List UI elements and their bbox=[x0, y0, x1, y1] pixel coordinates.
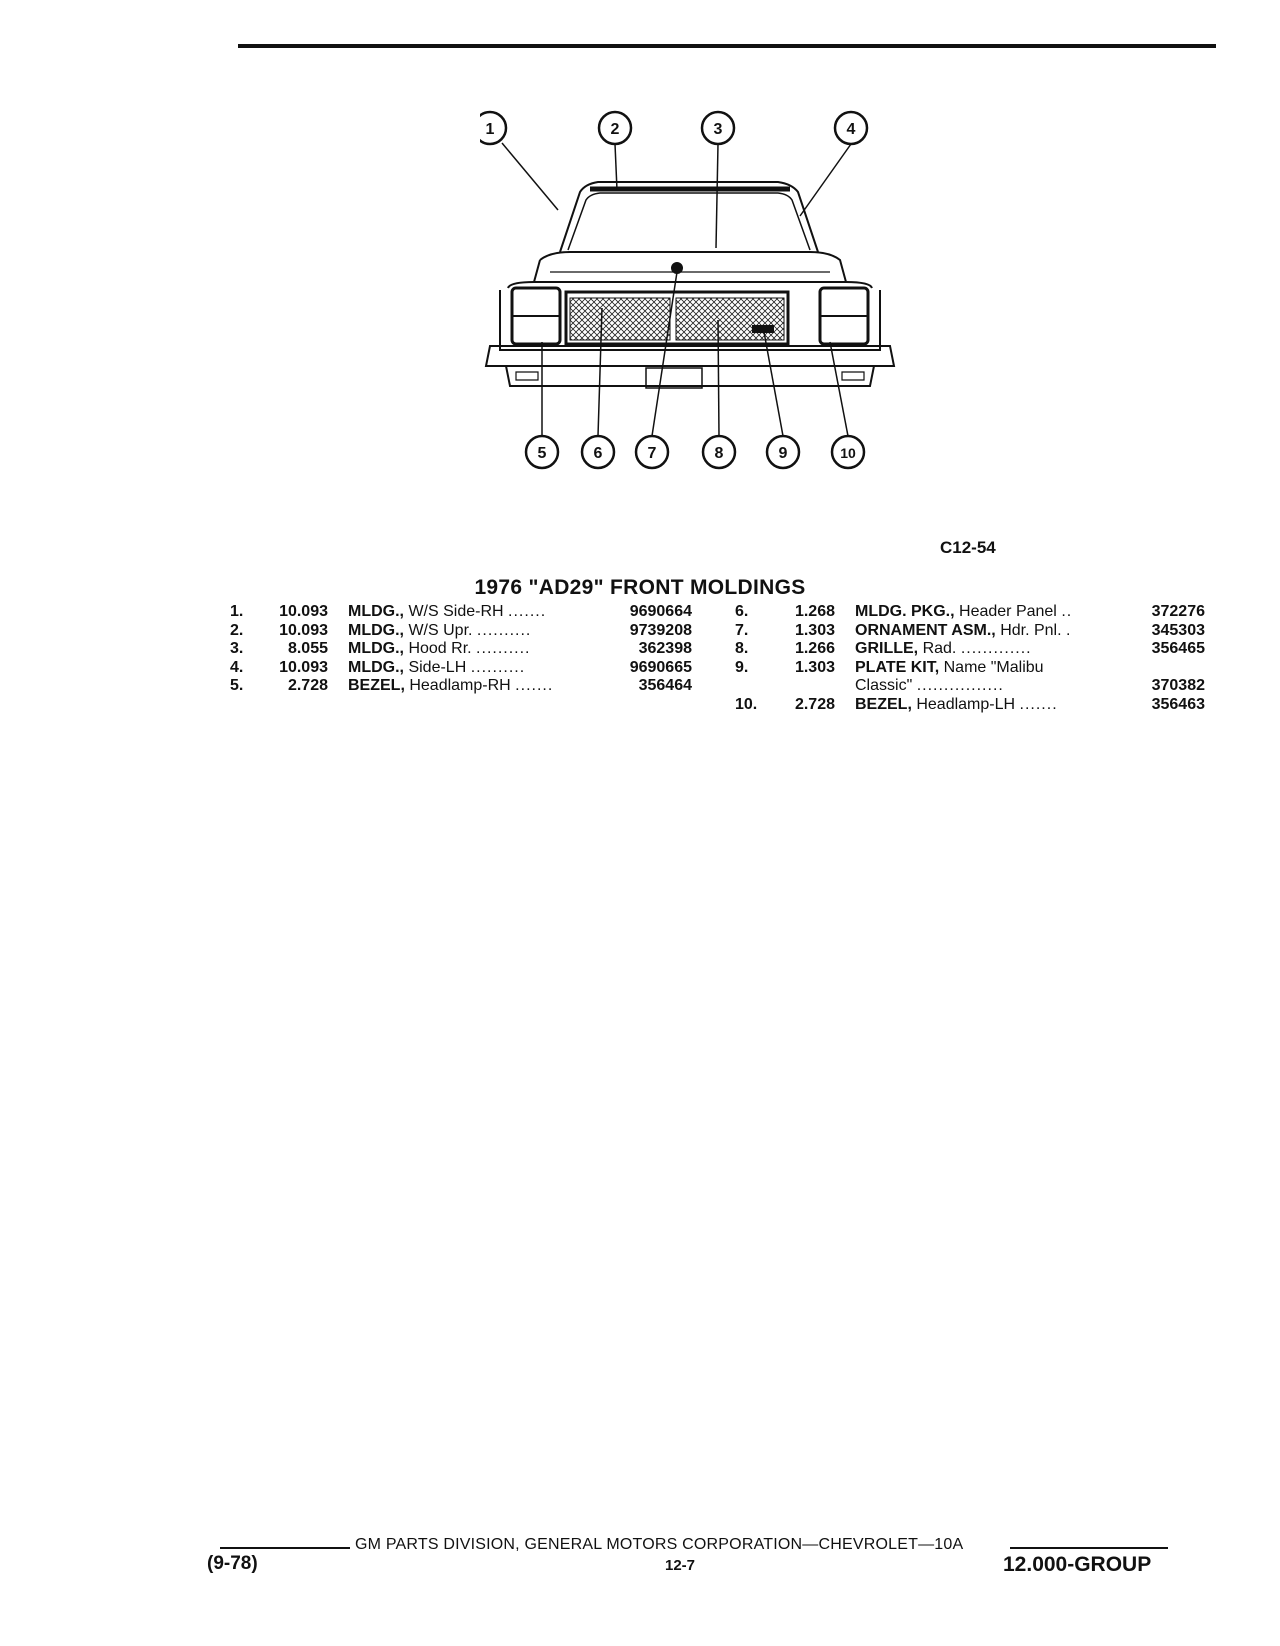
callout-label-2: 2 bbox=[610, 121, 620, 138]
section-title: 1976 "AD29" FRONT MOLDINGS bbox=[474, 576, 806, 599]
item-detail: Hdr. Pnl. bbox=[1000, 621, 1062, 639]
item-number: 10. bbox=[735, 695, 758, 713]
item-number: 8. bbox=[735, 640, 749, 657]
item-detail: Name "Malibu bbox=[943, 658, 1044, 676]
item-code: 10.093 bbox=[279, 621, 328, 639]
item-code: 10.093 bbox=[279, 658, 328, 676]
leader-dots: ....... bbox=[1019, 695, 1058, 713]
item-name: MLDG., bbox=[348, 603, 404, 620]
item-name: MLDG., bbox=[348, 658, 404, 676]
callout-label-3: 3 bbox=[713, 121, 723, 138]
item-description bbox=[348, 640, 614, 659]
top-rule bbox=[238, 44, 1216, 48]
parts-list-right bbox=[735, 603, 1205, 714]
item-number: 3. bbox=[230, 640, 244, 657]
item-name: MLDG., bbox=[348, 640, 404, 657]
item-code: 8.055 bbox=[287, 640, 328, 657]
list-item bbox=[230, 640, 692, 659]
item-name: GRILLE, bbox=[855, 640, 919, 657]
item-code: 2.728 bbox=[287, 677, 328, 694]
part-number: 9739208 bbox=[629, 621, 692, 639]
item-code: 1.303 bbox=[794, 621, 835, 639]
leader-dots: ............. bbox=[960, 640, 1032, 657]
callout-label-9: 9 bbox=[778, 445, 788, 462]
part-number: 345303 bbox=[1151, 621, 1205, 639]
footer-publisher: GM PARTS DIVISION, GENERAL MOTORS CORPORATION—CHEVROLET—10A bbox=[355, 1536, 964, 1553]
part-number: 356465 bbox=[1151, 640, 1205, 657]
item-name: MLDG. PKG., bbox=[855, 603, 955, 620]
part-number: 370382 bbox=[1151, 677, 1205, 694]
item-detail: Hood Rr. bbox=[408, 640, 472, 657]
item-number: 7. bbox=[735, 621, 749, 639]
part-number: 372276 bbox=[1151, 603, 1205, 620]
item-detail: W/S Side-RH bbox=[408, 603, 504, 620]
list-item bbox=[230, 603, 692, 622]
item-number: 9. bbox=[735, 658, 749, 676]
item-name: BEZEL, bbox=[348, 677, 405, 694]
front-moldings-diagram bbox=[480, 110, 940, 500]
figure-code: C12-54 bbox=[940, 538, 996, 557]
page-number: 12-7 bbox=[665, 1557, 696, 1574]
footer-date: (9-78) bbox=[207, 1553, 258, 1574]
item-name: ORNAMENT ASM., bbox=[855, 621, 996, 639]
leader-dots: .......... bbox=[470, 658, 526, 676]
item-detail: Headlamp-LH bbox=[916, 695, 1016, 713]
list-item bbox=[735, 603, 1205, 622]
item-description bbox=[348, 603, 614, 622]
item-code: 1.268 bbox=[794, 603, 835, 620]
part-number: 362398 bbox=[638, 640, 692, 657]
list-item bbox=[735, 659, 1205, 678]
list-item bbox=[230, 677, 692, 696]
item-detail: W/S Upr. bbox=[408, 621, 473, 639]
item-description bbox=[348, 659, 614, 678]
leader-dots: ....... bbox=[515, 677, 554, 694]
item-detail: Classic" bbox=[855, 677, 913, 694]
item-name: PLATE KIT, bbox=[855, 658, 940, 676]
part-number: 356463 bbox=[1151, 695, 1205, 713]
item-description bbox=[855, 622, 1127, 641]
item-description bbox=[855, 603, 1127, 622]
part-number: 9690664 bbox=[629, 603, 692, 620]
callout-label-6: 6 bbox=[593, 445, 603, 462]
item-code: 2.728 bbox=[794, 695, 835, 713]
leader-dots: .. bbox=[1061, 603, 1073, 620]
list-item bbox=[735, 640, 1205, 659]
callout-label-10: 10 bbox=[840, 445, 856, 461]
item-description bbox=[855, 696, 1127, 715]
item-detail: Headlamp-RH bbox=[409, 677, 511, 694]
item-description bbox=[855, 659, 1127, 678]
item-description bbox=[855, 677, 1127, 696]
list-item bbox=[735, 696, 1205, 715]
leader-dots: .......... bbox=[476, 640, 531, 657]
list-item bbox=[230, 659, 692, 678]
part-number: 9690665 bbox=[629, 658, 692, 676]
item-detail: Header Panel bbox=[959, 603, 1057, 620]
parts-list-left bbox=[230, 603, 692, 696]
callout-label-4: 4 bbox=[846, 121, 856, 138]
list-item bbox=[735, 622, 1205, 641]
item-number: 2. bbox=[230, 621, 244, 639]
item-code: 1.303 bbox=[794, 658, 835, 676]
item-description bbox=[855, 640, 1127, 659]
leader-dots: . bbox=[1066, 621, 1072, 639]
item-detail: Rad. bbox=[922, 640, 957, 657]
part-number: 356464 bbox=[638, 677, 692, 694]
leader-dots: ....... bbox=[508, 603, 547, 620]
footer-rule-left bbox=[220, 1547, 350, 1549]
item-code: 10.093 bbox=[279, 603, 328, 620]
list-item bbox=[230, 622, 692, 641]
callout-label-5: 5 bbox=[537, 445, 547, 462]
item-number: 4. bbox=[230, 658, 244, 676]
item-name: MLDG., bbox=[348, 621, 404, 639]
footer-group: 12.000-GROUP bbox=[1003, 1553, 1152, 1576]
callout-label-8: 8 bbox=[714, 445, 724, 462]
item-description bbox=[348, 677, 614, 696]
item-name: BEZEL, bbox=[855, 695, 912, 713]
item-description bbox=[348, 622, 614, 641]
leader-dots: ................ bbox=[916, 677, 1004, 694]
item-number: 5. bbox=[230, 677, 244, 694]
leader-dots: .......... bbox=[476, 621, 532, 639]
callout-label-1: 1 bbox=[485, 121, 495, 138]
footer-rule-right bbox=[1010, 1547, 1168, 1549]
item-code: 1.266 bbox=[794, 640, 835, 657]
item-number: 6. bbox=[735, 603, 749, 620]
item-number: 1. bbox=[230, 603, 244, 620]
callout-label-7: 7 bbox=[647, 445, 657, 462]
item-detail: Side-LH bbox=[408, 658, 467, 676]
list-item-continued bbox=[735, 677, 1205, 696]
